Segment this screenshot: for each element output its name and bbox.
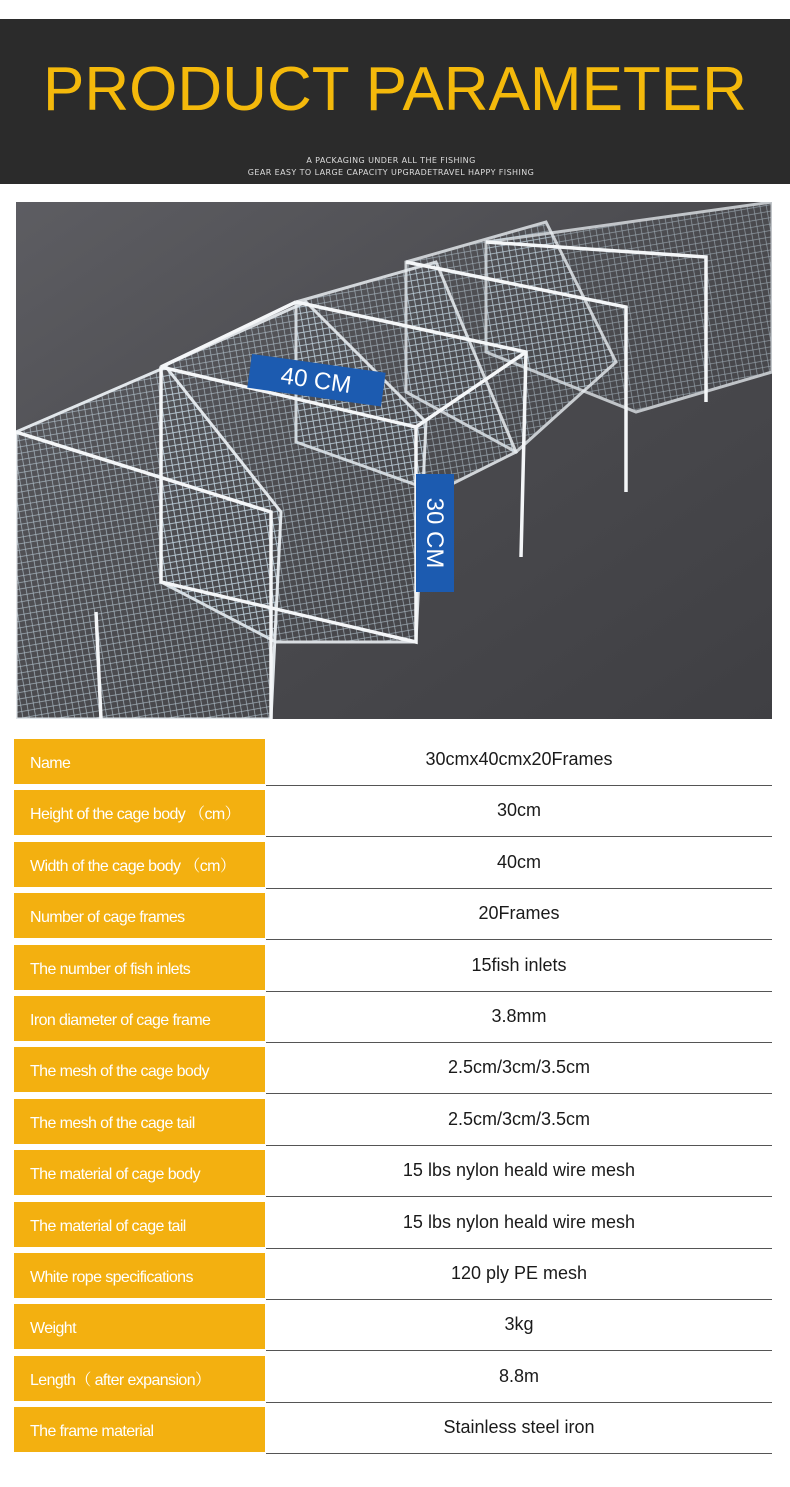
parameter-label: White rope specifications <box>14 1253 265 1298</box>
parameter-value: 15fish inlets <box>266 945 772 992</box>
table-row <box>14 1304 772 1355</box>
table-row <box>14 1356 772 1407</box>
parameter-value: 30cm <box>266 790 772 837</box>
parameter-label: The mesh of the cage body <box>14 1047 265 1092</box>
dimension-height-label: 30 CM <box>421 497 448 569</box>
parameter-value: 3.8mm <box>266 996 772 1043</box>
parameter-table <box>14 739 772 1458</box>
subtitle-line-1: A PACKAGING UNDER ALL THE FISHING <box>306 156 476 165</box>
table-row <box>14 1150 772 1201</box>
table-row <box>14 996 772 1047</box>
table-row <box>14 893 772 944</box>
parameter-value: 30cmx40cmx20Frames <box>266 739 772 786</box>
parameter-label: Width of the cage body （cm） <box>14 842 265 887</box>
table-row <box>14 1202 772 1253</box>
parameter-value: 20Frames <box>266 893 772 940</box>
table-row <box>14 945 772 996</box>
header-banner <box>0 19 790 184</box>
parameter-value: 2.5cm/3cm/3.5cm <box>266 1099 772 1146</box>
parameter-value: 3kg <box>266 1304 772 1351</box>
table-row <box>14 1099 772 1150</box>
parameter-label: Weight <box>14 1304 265 1349</box>
table-row <box>14 790 772 841</box>
parameter-value: 40cm <box>266 842 772 889</box>
parameter-label: Number of cage frames <box>14 893 265 938</box>
parameter-label: Name <box>14 739 265 784</box>
parameter-value: 120 ply PE mesh <box>266 1253 772 1300</box>
table-row <box>14 842 772 893</box>
parameter-label: The mesh of the cage tail <box>14 1099 265 1144</box>
product-photo <box>16 202 772 719</box>
parameter-value: Stainless steel iron <box>266 1407 772 1454</box>
parameter-label: The material of cage body <box>14 1150 265 1195</box>
parameter-label: Height of the cage body （cm） <box>14 790 265 835</box>
parameter-label: Iron diameter of cage frame <box>14 996 265 1041</box>
parameter-value: 8.8m <box>266 1356 772 1403</box>
parameter-label: The frame material <box>14 1407 265 1452</box>
dimension-width-label: 40 CM <box>279 362 353 399</box>
parameter-label: The number of fish inlets <box>14 945 265 990</box>
page-title: PRODUCT PARAMETER <box>43 55 747 124</box>
parameter-value: 2.5cm/3cm/3.5cm <box>266 1047 772 1094</box>
table-row <box>14 739 772 790</box>
subtitle-line-2: GEAR EASY TO LARGE CAPACITY UPGRADETRAVEL HAPPY FISHING <box>247 168 535 177</box>
dimension-height-tag <box>416 474 454 592</box>
parameter-value: 15 lbs nylon heald wire mesh <box>266 1150 772 1197</box>
table-row <box>14 1047 772 1098</box>
parameter-value: 15 lbs nylon heald wire mesh <box>266 1202 772 1249</box>
table-row <box>14 1407 772 1458</box>
parameter-label: The material of cage tail <box>14 1202 265 1247</box>
table-row <box>14 1253 772 1304</box>
parameter-label: Length（ after expansion） <box>14 1356 265 1401</box>
